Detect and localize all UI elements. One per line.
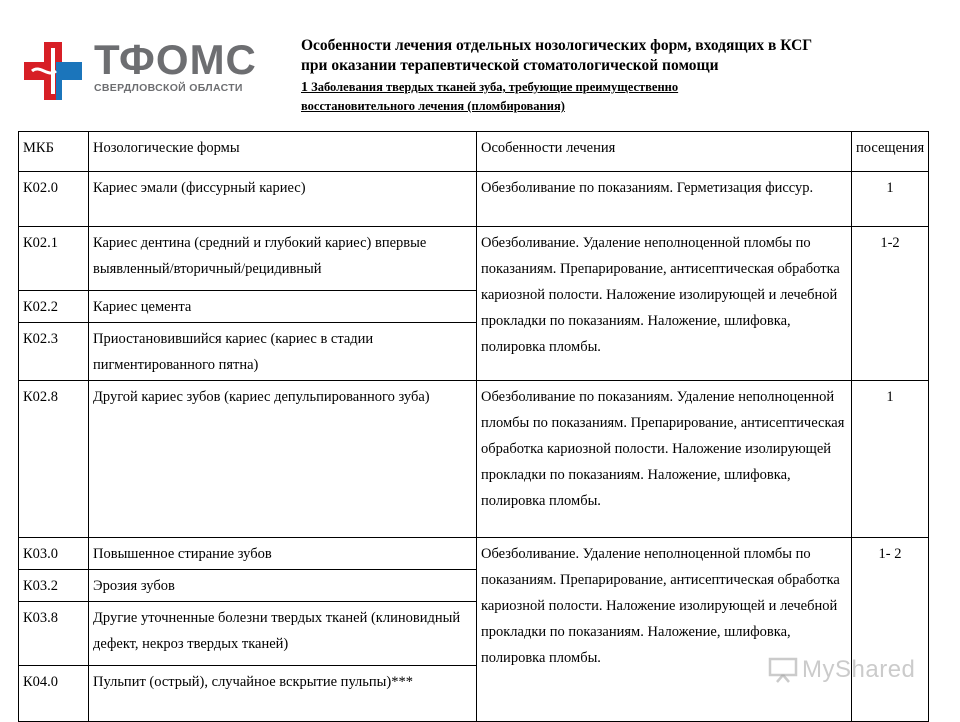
watermark [768,656,915,684]
header-mkb: МКБ [19,132,89,172]
tfoms-logo [22,36,262,106]
title-line-1: Особенности лечения отдельных нозологических форм, входящих в КСГ [301,37,813,54]
row-treatment: Обезболивание. Удаление неполноценной пломбы по показаниям. Препарирование, антисептическая обработка кариозной полости. Наложение изолирующей и лечебной прокладки по показаниям. Наложение, шлифовка, полировка пломбы. [477,227,852,381]
table-row [19,172,929,227]
row-code: К02.2 [19,291,89,323]
table-row [19,381,929,538]
row-form: Пульпит (острый), случайное вскрытие пульпы)*** [89,666,477,722]
header-features: Особенности лечения [477,132,852,172]
row-treatment: Обезболивание по показаниям. Удаление неполноценной пломбы по показаниям. Препарирование, антисептическая обработка кариозной полости. Наложение изолирующей прокладки по показаниям. Наложение, шлифовка, полировка пломбы. [477,381,852,538]
logo-wordmark: ТФОМС [94,36,257,83]
row-code: К02.8 [19,381,89,538]
row-code: К04.0 [19,666,89,722]
row-treatment: Обезболивание. Удаление неполноценной пломбы по показаниям. Препарирование, антисептическая обработка кариозной полости. Наложение изолирующей и лечебной прокладки по показаниям. Наложение, шлифовка, полировка пломбы. [477,538,852,722]
section-subtitle-line-1: Заболевания твердых тканей зуба, требующие преимущественно [308,80,679,94]
row-visits: 1 [852,172,929,227]
table-row [19,538,929,570]
header-visits: посещения [852,132,929,172]
document-title [301,36,941,115]
title-line-2: при оказании терапевтической стоматологической помощи [301,57,719,74]
row-code: К03.8 [19,602,89,666]
row-code: К02.0 [19,172,89,227]
table-row [19,227,929,291]
row-code: К02.3 [19,323,89,381]
row-form: Кариес цемента [89,291,477,323]
row-code: К03.2 [19,570,89,602]
row-visits: 1 [852,381,929,538]
row-visits: 1-2 [852,227,929,381]
treatment-table [18,131,929,722]
row-code: К02.1 [19,227,89,291]
row-form: Приостановившийся кариес (кариес в стадии пигментированного пятна) [89,323,477,381]
presentation-board-icon [768,657,798,683]
header-forms: Нозологические формы [89,132,477,172]
section-subtitle [301,78,941,115]
logo-region: СВЕРДЛОВСКОЙ ОБЛАСТИ [94,82,243,94]
section-subtitle-line-2: восстановительного лечения (пломбирования) [301,99,565,113]
row-form: Другой кариес зубов (кариес депульпированного зуба) [89,381,477,538]
row-form: Кариес эмали (фиссурный кариес) [89,172,477,227]
table-header-row [19,132,929,172]
row-form: Кариес дентина (средний и глубокий кариес) впервые выявленный/вторичный/рецидивный [89,227,477,291]
watermark-text: MyShared [802,656,916,683]
medical-cross-logo-icon [22,40,84,102]
row-form: Повышенное стирание зубов [89,538,477,570]
row-visits: 1- 2 [852,538,929,722]
row-form: Эрозия зубов [89,570,477,602]
row-treatment: Обезболивание по показаниям. Герметизация фиссур. [477,172,852,227]
row-code: К03.0 [19,538,89,570]
section-number: 1 [301,80,308,95]
row-form: Другие уточненные болезни твердых тканей (клиновидный дефект, некроз твердых тканей) [89,602,477,666]
